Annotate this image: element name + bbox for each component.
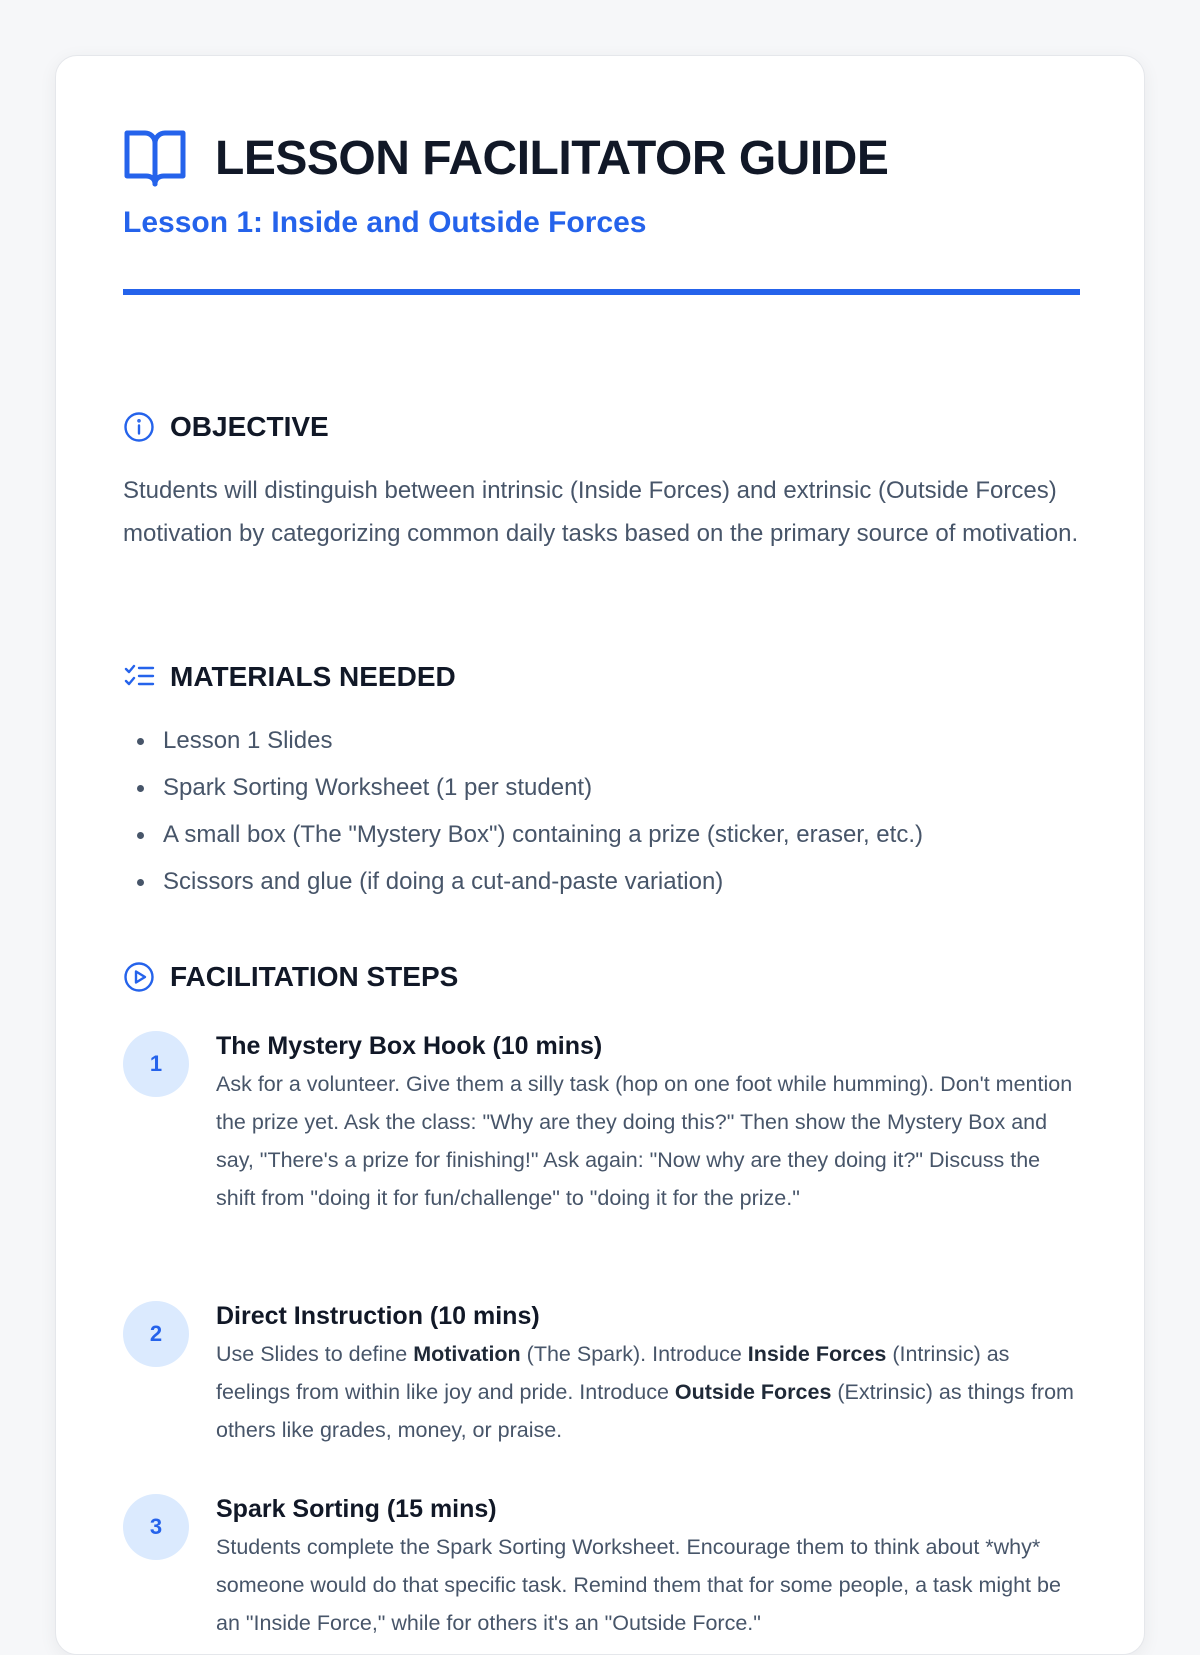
bullet-icon bbox=[137, 738, 144, 745]
header-divider bbox=[123, 289, 1080, 295]
objective-text: Students will distinguish between intrinsic (Inside Forces) and extrinsic (Outside Forces) motivation by categorizing common daily tasks based on the primary source of motivation. bbox=[123, 477, 1079, 547]
page-header bbox=[123, 128, 888, 188]
checklist-icon bbox=[123, 661, 155, 693]
list-item: Spark Sorting Worksheet (1 per student) bbox=[123, 769, 923, 816]
step-description: Use Slides to define Motivation (The Spark). Introduce Inside Forces (Intrinsic) as feelings from within like joy and pride. Introduce Outside Forces (Extrinsic) as things from others like grades, money, or praise. bbox=[216, 1342, 1074, 1442]
step-number-badge: 2 bbox=[123, 1301, 189, 1367]
term-inside-forces: Inside Forces bbox=[747, 1342, 887, 1366]
book-open-icon bbox=[123, 128, 187, 188]
play-circle-icon bbox=[123, 961, 155, 993]
guide-card bbox=[55, 55, 1145, 1655]
bullet-icon bbox=[137, 785, 144, 792]
step-description: Ask for a volunteer. Give them a silly task (hop on one foot while humming). Don't mention the prize yet. Ask the class: "Why are they doing this?" Then show the Mystery Box and say, "There's a prize for finishing!" Ask again: "Now why are they doing it?" Discuss the shift from "doing it for fun/challenge" to "doing it for the prize." bbox=[216, 1072, 1073, 1210]
bullet-icon bbox=[137, 832, 144, 839]
list-item: Lesson 1 Slides bbox=[123, 722, 923, 769]
term-motivation: Motivation bbox=[413, 1342, 521, 1366]
objective-heading bbox=[123, 411, 329, 443]
facilitation-steps-heading bbox=[123, 961, 458, 993]
step-number-badge: 3 bbox=[123, 1494, 189, 1560]
step-description: Students complete the Spark Sorting Worksheet. Encourage them to think about *why* someone would do that specific task. Remind them that for some people, a task might be an "Inside Force," while for others it's an "Outside Force." bbox=[216, 1535, 1061, 1635]
step-number-badge: 1 bbox=[123, 1031, 189, 1097]
materials-list bbox=[123, 722, 923, 910]
list-item: Scissors and glue (if doing a cut-and-paste variation) bbox=[123, 863, 923, 910]
step-title: Spark Sorting (15 mins) bbox=[216, 1495, 497, 1523]
lesson-subtitle: Lesson 1: Inside and Outside Forces bbox=[123, 206, 647, 239]
page-title: LESSON FACILITATOR GUIDE bbox=[215, 131, 889, 185]
term-outside-forces: Outside Forces bbox=[674, 1380, 832, 1404]
materials-heading-label: MATERIALS NEEDED bbox=[170, 661, 456, 692]
list-item: A small box (The "Mystery Box") containing a prize (sticker, eraser, etc.) bbox=[123, 816, 923, 863]
facilitation-steps-heading-label: FACILITATION STEPS bbox=[170, 961, 459, 992]
materials-heading bbox=[123, 661, 456, 693]
info-circle-icon bbox=[123, 411, 155, 443]
step-title: The Mystery Box Hook (10 mins) bbox=[216, 1032, 603, 1060]
step-title: Direct Instruction (10 mins) bbox=[216, 1302, 540, 1330]
objective-heading-label: OBJECTIVE bbox=[170, 411, 329, 442]
bullet-icon bbox=[137, 879, 144, 886]
